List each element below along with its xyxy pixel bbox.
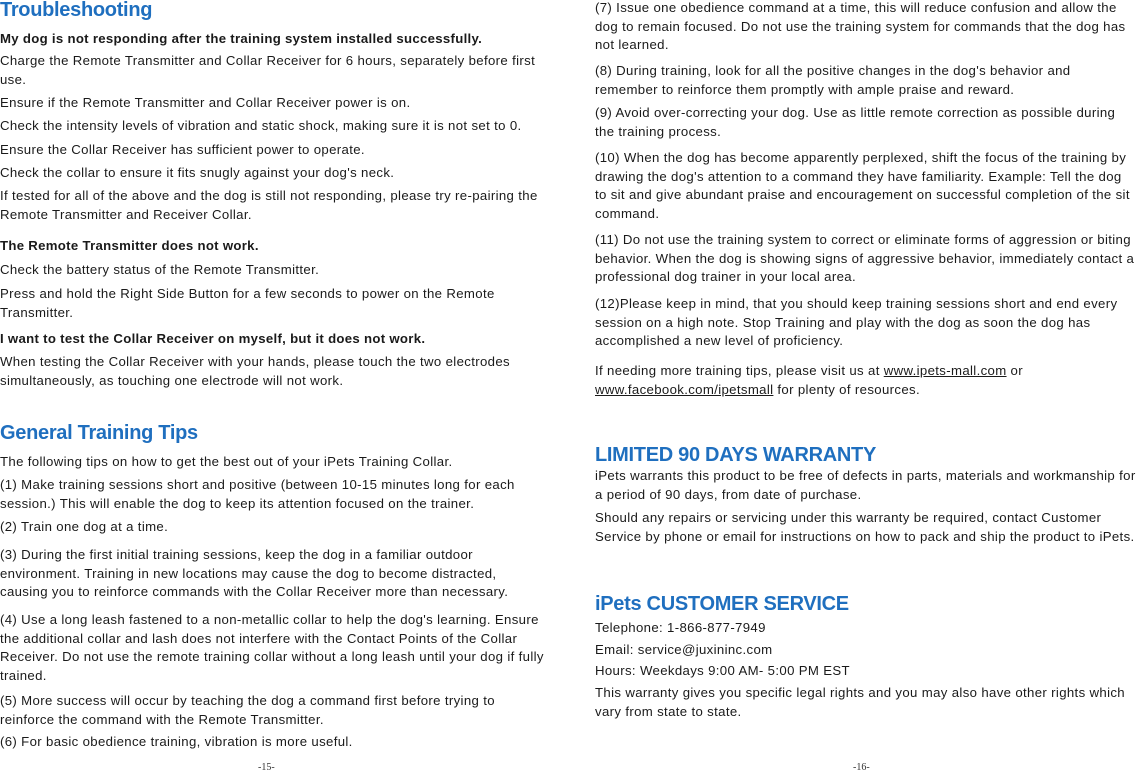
tips-title: General Training Tips: [0, 422, 198, 444]
tip-8: (8) During training, look for all the positive changes in the dog's behavior and remember to reinforce them promptly with ample praise and reward.: [595, 63, 1071, 97]
question-test-myself: I want to test the Collar Receiver on myself, but it does not work.: [0, 331, 426, 346]
resources-prefix: If needing more training tips, please visit us at: [595, 363, 884, 378]
tip-3: (3) During the first initial training sessions, keep the dog in a familiar outdoor environment. Training in new locations may cause the dog to become distracted, causing you to reinforce commands with the Collar Receiver more than necessary.: [0, 547, 509, 599]
answer-intensity: Check the intensity levels of vibration and static shock, making sure it is not set to 0.: [0, 118, 522, 133]
resources-mid: or: [1006, 363, 1023, 378]
warranty-defects: iPets warrants this product to be free of defects in parts, materials and workmanship for a period of 90 days, from date of purchase.: [595, 468, 1136, 502]
question-not-responding: My dog is not responding after the training system installed successfully.: [0, 31, 483, 46]
tip-7: (7) Issue one obedience command at a time, this will reduce confusion and allow the dog to remain focused. Do not use the training system for commands that the dog has not learned.: [595, 0, 1126, 52]
answer-battery: Check the battery status of the Remote Transmitter.: [0, 262, 320, 277]
page-number-right: -16-: [853, 762, 870, 773]
tip-12: (12)Please keep in mind, that you should keep training sessions short and end every session on a high note. Stop Training and play with the dog as soon the dog has accomplished a new level of proficiency.: [595, 296, 1118, 348]
service-title: iPets CUSTOMER SERVICE: [595, 593, 849, 615]
troubleshooting-title: Troubleshooting: [0, 0, 153, 21]
question-transmitter: The Remote Transmitter does not work.: [0, 238, 259, 253]
service-hours: Hours: Weekdays 9:00 AM- 5:00 PM EST: [595, 663, 850, 678]
page-number-left: -15-: [258, 762, 275, 773]
tip-4: (4) Use a long leash fastened to a non-metallic collar to help the dog's learning. Ensure the additional collar and lash does not interfere with the Contact Points of the Collar Receiver. Do not use the remote training collar without a long leash until your dog if fully trained.: [0, 612, 544, 683]
answer-charge: Charge the Remote Transmitter and Collar Receiver for 6 hours, separately before first use.: [0, 53, 536, 87]
service-email: Email: service@juxininc.com: [595, 642, 773, 657]
tip-6: (6) For basic obedience training, vibration is more useful.: [0, 734, 353, 749]
facebook-link[interactable]: www.facebook.com/ipetsmall: [595, 381, 774, 397]
tip-1: (1) Make training sessions short and positive (between 10-15 minutes long for each session.) This will enable the dog to keep its attention focused on the trainer.: [0, 477, 515, 511]
tip-2: (2) Train one dog at a time.: [0, 519, 169, 534]
answer-press-hold: Press and hold the Right Side Button for a few seconds to power on the Remote Transmitter.: [0, 286, 495, 320]
answer-power-on: Ensure if the Remote Transmitter and Collar Receiver power is on.: [0, 95, 411, 110]
tip-5: (5) More success will occur by teaching the dog a command first before trying to reinforce the command with the Remote Transmitter.: [0, 693, 495, 727]
answer-fit: Check the collar to ensure it fits snugly against your dog's neck.: [0, 165, 395, 180]
tip-9: (9) Avoid over-correcting your dog. Use as little remote correction as possible during the training process.: [595, 105, 1116, 139]
answer-electrodes: When testing the Collar Receiver with your hands, please touch the two electrodes simultaneously, as touching one electrode will not work.: [0, 354, 510, 388]
warranty-repairs: Should any repairs or servicing under this warranty be required, contact Customer Service by phone or email for instructions on how to pack and ship the product to iPets.: [595, 510, 1135, 544]
tips-intro: The following tips on how to get the best out of your iPets Training Collar.: [0, 454, 453, 469]
service-telephone: Telephone: 1-866-877-7949: [595, 620, 766, 635]
service-rights: This warranty gives you specific legal rights and you may also have other rights which vary from state to state.: [595, 685, 1125, 719]
resources-suffix: for plenty of resources.: [773, 381, 920, 397]
answer-repair: If tested for all of the above and the dog is still not responding, please try re-pairing the Remote Transmitter and Receiver Collar.: [0, 188, 538, 222]
ipets-mall-link[interactable]: www.ipets-mall.com: [883, 363, 1007, 378]
resources-text: [595, 362, 1137, 399]
tip-11: (11) Do not use the training system to correct or eliminate forms of aggression or biting behavior. When the dog is showing signs of aggressive behavior, immediately contact a professional dog trainer in your local area.: [595, 232, 1135, 284]
warranty-title: LIMITED 90 DAYS WARRANTY: [595, 444, 876, 466]
tip-10: (10) When the dog has become apparently perplexed, shift the focus of the training by drawing the dog's attention to a command they have familiarity. Example: Tell the dog to sit and give abundant praise and encouragement on successful completion of the sit command.: [595, 150, 1130, 221]
answer-power: Ensure the Collar Receiver has sufficient power to operate.: [0, 142, 365, 157]
